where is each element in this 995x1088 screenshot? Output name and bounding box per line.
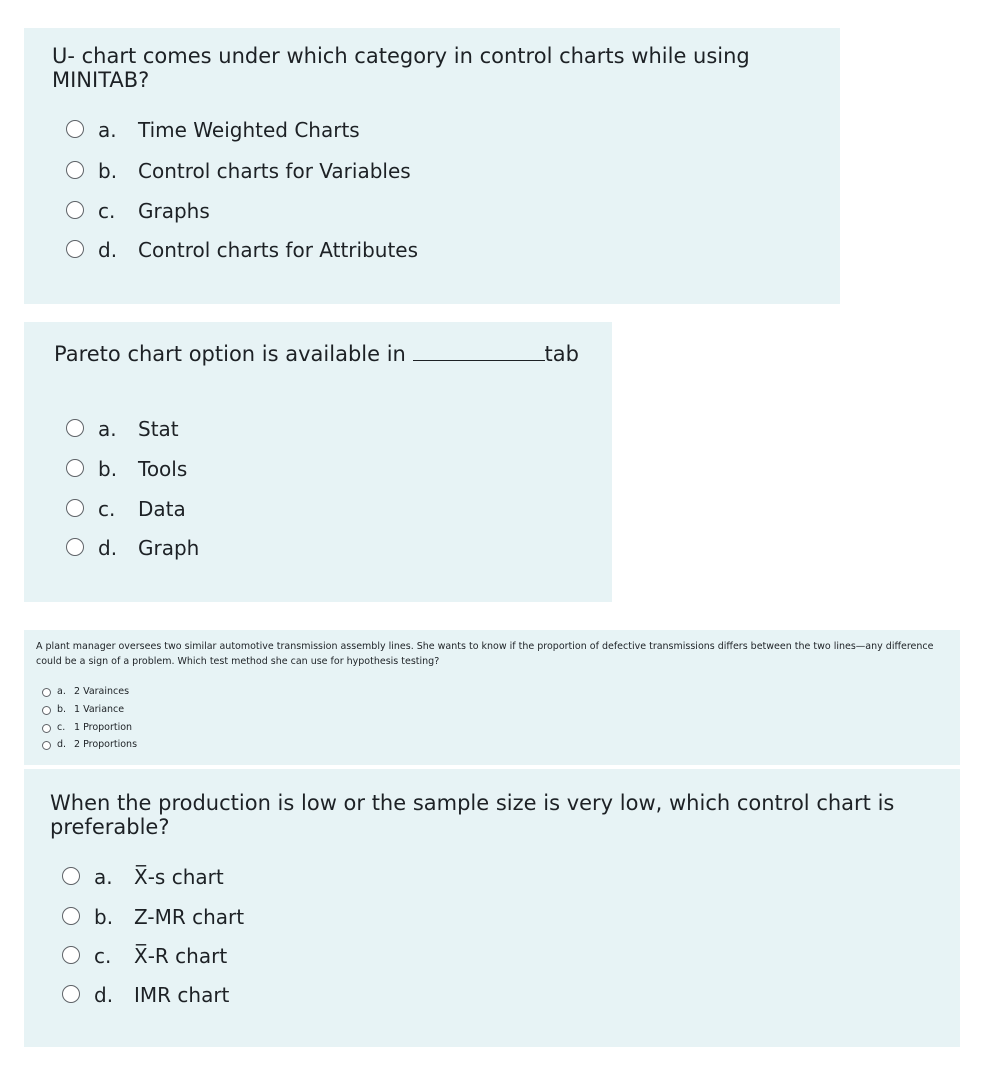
question-2-card — [24, 322, 612, 602]
radio-icon[interactable] — [66, 120, 84, 138]
radio-icon[interactable] — [62, 946, 80, 964]
option-letter: a. — [94, 865, 113, 889]
question-1-card — [24, 28, 840, 304]
question-3-card — [24, 630, 960, 765]
question-3-text: A plant manager oversees two similar automotive transmission assembly lines. She wants to know if the proportion of defective transmissions differs between the two lines—any difference could be a sign of a problem. Which test method she can use for hypothesis testing? — [36, 641, 934, 667]
option-letter: d. — [98, 536, 118, 560]
radio-icon[interactable] — [66, 499, 84, 517]
radio-icon[interactable] — [62, 867, 80, 885]
question-2-text — [54, 342, 579, 366]
option-letter: c. — [98, 199, 116, 223]
option-letter: a. — [98, 417, 117, 441]
option-letter: a. — [57, 686, 66, 697]
option-text: X̅-s chart — [134, 865, 224, 889]
question-4-card — [24, 769, 960, 1047]
radio-icon[interactable] — [66, 419, 84, 437]
answer-blank — [413, 346, 545, 361]
option-text: Control charts for Variables — [138, 159, 411, 183]
question-2-text-after: tab — [544, 342, 579, 366]
option-letter: b. — [94, 905, 114, 929]
option-text: 2 Proportions — [74, 739, 138, 750]
option-text: Stat — [138, 417, 179, 441]
radio-icon[interactable] — [42, 724, 51, 733]
radio-icon[interactable] — [66, 459, 84, 477]
option-letter: a. — [98, 118, 117, 142]
option-letter: c. — [57, 722, 66, 733]
option-letter: b. — [98, 159, 118, 183]
question-4-text: When the production is low or the sample size is very low, which control chart is preferable? — [50, 791, 895, 839]
option-text: Control charts for Attributes — [138, 238, 419, 262]
option-text: 1 Variance — [74, 704, 125, 715]
option-letter: d. — [57, 739, 67, 750]
radio-icon[interactable] — [42, 706, 51, 715]
option-letter: b. — [98, 457, 118, 481]
option-letter: c. — [94, 944, 112, 968]
option-text: Data — [138, 497, 186, 521]
radio-icon[interactable] — [66, 240, 84, 258]
option-text: IMR chart — [134, 983, 230, 1007]
option-text: Graph — [138, 536, 200, 560]
option-letter: c. — [98, 497, 116, 521]
radio-icon[interactable] — [62, 907, 80, 925]
question-1-text: U- chart comes under which category in control charts while using MINITAB? — [52, 44, 750, 92]
option-letter: d. — [94, 983, 114, 1007]
radio-icon[interactable] — [66, 538, 84, 556]
question-2-text-before: Pareto chart option is available in — [54, 342, 413, 366]
radio-icon[interactable] — [66, 201, 84, 219]
option-text: Graphs — [138, 199, 210, 223]
option-text: X̅-R chart — [134, 944, 228, 968]
option-text: Z-MR chart — [134, 905, 245, 929]
radio-icon[interactable] — [66, 161, 84, 179]
radio-icon[interactable] — [42, 688, 51, 697]
radio-icon[interactable] — [42, 741, 51, 750]
radio-icon[interactable] — [62, 985, 80, 1003]
option-text: Time Weighted Charts — [138, 118, 360, 142]
option-letter: d. — [98, 238, 118, 262]
option-text: 1 Proportion — [74, 722, 133, 733]
option-letter: b. — [57, 704, 67, 715]
option-text: Tools — [138, 457, 188, 481]
option-text: 2 Varainces — [74, 686, 130, 697]
